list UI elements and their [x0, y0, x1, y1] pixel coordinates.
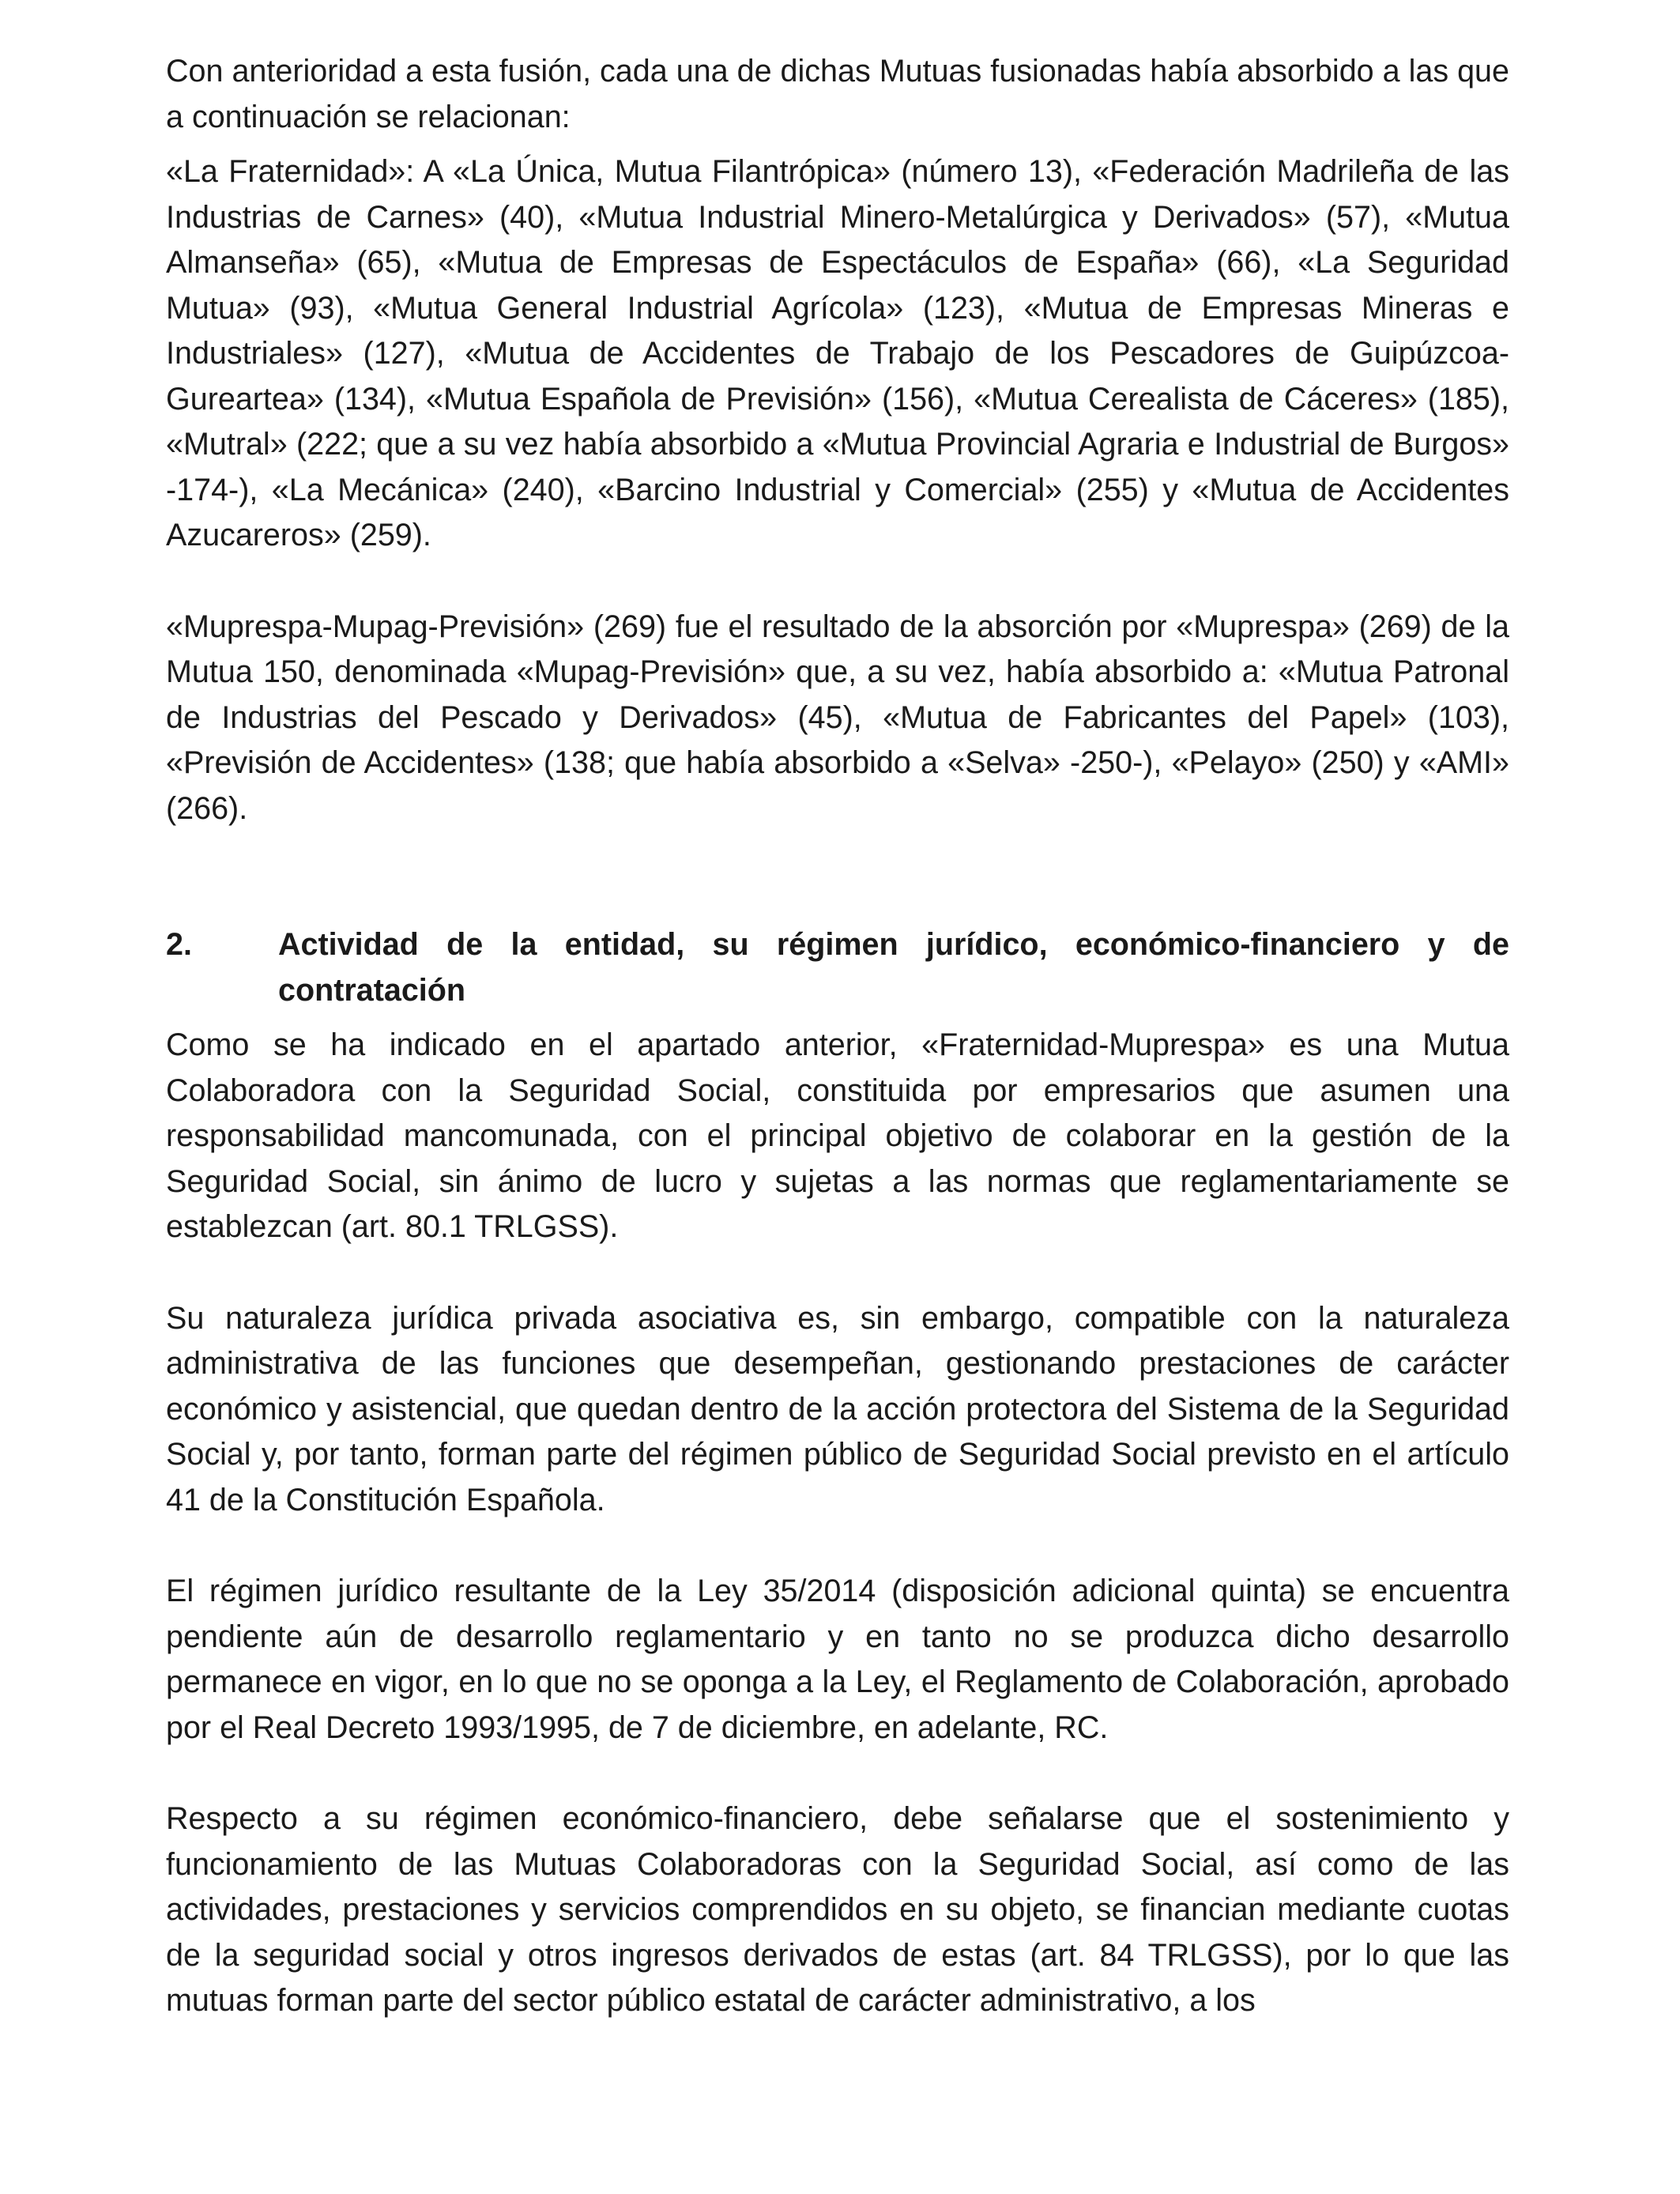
actividad-paragraph-4: Respecto a su régimen económico-financiero, debe señalarse que el sostenimiento y funcionamiento de las Mutuas Colaboradoras con la Seguridad Social, así como de las actividades, prestaciones y servicios comprendidos en su objeto, se financian mediante cuotas de la seguridad social y otros ingresos derivados de estas (art. 84 TRLGSS), por lo que las mutuas forman parte del sector público estatal de carácter administrativo, a los [166, 1801, 1509, 2018]
intro-paragraph: Con anterioridad a esta fusión, cada una de dichas Mutuas fusionadas había absorbido a las que a continuación se relacionan: [166, 54, 1509, 134]
actividad-paragraph-2: Su naturaleza jurídica privada asociativa es, sin embargo, compatible con la naturaleza administrativa de las funciones que desempeñan, gestionando prestaciones de carácter económico y asistencial, que quedan dentro de la acción protectora del Sistema de la Seguridad Social y, por tanto, forman parte del régimen público de Seguridad Social previsto en el artículo 41 de la Constitución Española. [166, 1300, 1509, 1517]
section-heading [166, 922, 1509, 1013]
document-page [166, 49, 1509, 2024]
actividad-paragraph-1: Como se ha indicado en el apartado anterior, «Fraternidad-Muprespa» es una Mutua Colaboradora con la Seguridad Social, constituida por empresarios que asumen una responsabilidad mancomunada, con el principal objetivo de colaborar en la gestión de la Seguridad Social, sin ánimo de lucro y sujetas a las normas que reglamentariamente se establezcan (art. 80.1 TRLGSS). [166, 1027, 1509, 1244]
actividad-paragraph-3: El régimen jurídico resultante de la Ley 35/2014 (disposición adicional quinta) se encuentra pendiente aún de desarrollo reglamentario y en tanto no se produzca dicho desarrollo permanece en vigor, en lo que no se oponga a la Ley, el Reglamento de Colaboración, aprobado por el Real Decreto 1993/1995, de 7 de diciembre, en adelante, RC. [166, 1574, 1509, 1745]
section-number: 2. [166, 927, 192, 962]
muprespa-paragraph: «Muprespa-Mupag-Previsión» (269) fue el resultado de la absorción por «Muprespa» (269) de la Mutua 150, denominada «Mupag-Previsión» que, a su vez, había absorbido a: «Mutua Patronal de Industrias del Pescado y Derivados» (45), «Mutua de Fabricantes del Papel» (103), «Previsión de Accidentes» (138; que había absorbido a «Selva» -250-), «Pelayo» (250) y «AMI» (266). [166, 609, 1509, 826]
section-title: Actividad de la entidad, su régimen jurídico, económico-financiero y de contratación [278, 927, 1509, 1008]
fraternidad-paragraph: «La Fraternidad»: A «La Única, Mutua Filantrópica» (número 13), «Federación Madrileña de las Industrias de Carnes» (40), «Mutua Industrial Minero-Metalúrgica y Derivados» (57), «Mutua Almanseña» (65), «Mutua de Empresas de Espectáculos de España» (66), «La Seguridad Mutua» (93), «Mutua General Industrial Agrícola» (123), «Mutua de Empresas Mineras e Industriales» (127), «Mutua de Accidentes de Trabajo de los Pescadores de Guipúzcoa-Gureartea» (134), «Mutua Española de Previsión» (156), «Mutua Cerealista de Cáceres» (185), «Mutral» (222; que a su vez había absorbido a «Mutua Provincial Agraria e Industrial de Burgos» -174-), «La Mecánica» (240), «Barcino Industrial y Comercial» (255) y «Mutua de Accidentes Azucareros» (259). [166, 154, 1509, 552]
